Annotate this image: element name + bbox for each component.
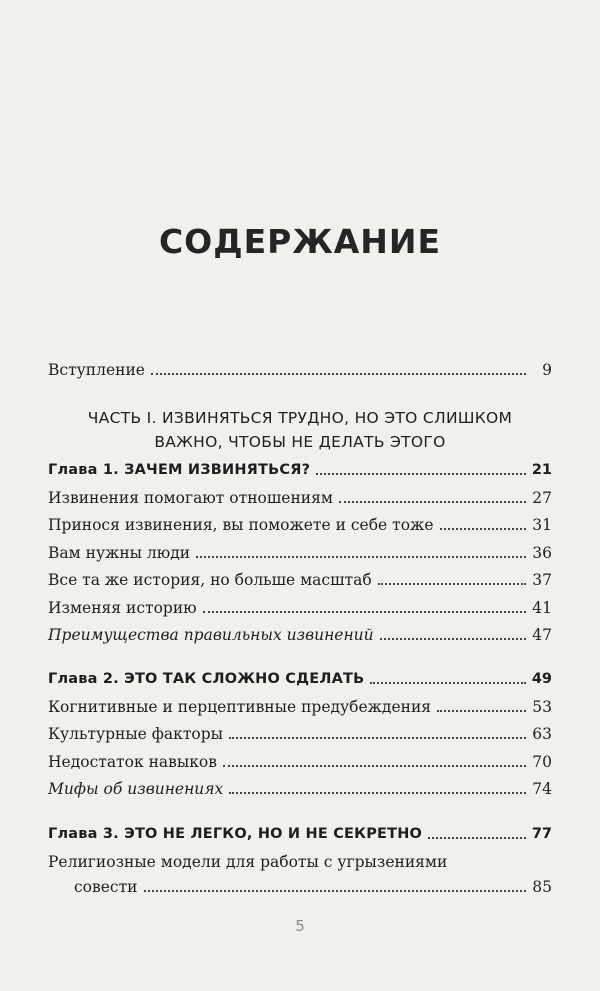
- dot-leader: [370, 682, 525, 684]
- toc-entry[interactable]: [48, 748, 552, 772]
- dot-leader: [380, 638, 526, 640]
- toc-entry-line-2[interactable]: [74, 873, 552, 897]
- toc-entry-label: Когнитивные и перцептивные предубеждения: [48, 698, 432, 716]
- page-number: 5: [295, 917, 305, 935]
- dot-leader: [339, 501, 526, 503]
- toc-entry-label: Культурные факторы: [48, 725, 224, 743]
- part-heading-line-1: ЧАСТЬ I. ИЗВИНЯТЬСЯ ТРУДНО, НО ЭТО СЛИШКОМ: [87, 409, 513, 427]
- toc-entry[interactable]: [48, 720, 552, 744]
- dot-leader: [223, 765, 526, 767]
- toc-chapter-page: 77: [531, 826, 552, 842]
- part-heading-line-2: ВАЖНО, ЧТОБЫ НЕ ДЕЛАТЬ ЭТОГО: [154, 433, 446, 451]
- toc-chapter-3[interactable]: [48, 820, 552, 844]
- dot-leader: [144, 890, 527, 892]
- toc-entry-label: Изменяя историю: [48, 599, 197, 617]
- toc-entry[interactable]: [48, 693, 552, 717]
- toc-entry-label: Вступление: [48, 361, 145, 379]
- toc-entry-page: 47: [532, 626, 552, 644]
- dot-leader: [428, 837, 526, 839]
- toc-entry-label: Все та же история, но больше масштаб: [48, 571, 372, 589]
- toc-entry[interactable]: [48, 621, 552, 645]
- toc-entry-page: 31: [532, 516, 552, 534]
- toc-chapter-2[interactable]: [48, 665, 552, 689]
- dot-leader: [316, 473, 526, 475]
- toc-entry[interactable]: [48, 539, 552, 563]
- toc-chapter-page: 49: [531, 671, 552, 687]
- toc-entry-label: совести: [74, 878, 138, 896]
- toc-entry-label: Принося извинения, вы поможете и себе тоже: [48, 516, 434, 534]
- dot-leader: [229, 737, 526, 739]
- toc-entry-page: 63: [532, 725, 552, 743]
- toc-entry-line-1[interactable]: [48, 848, 552, 872]
- toc-entry-page: 36: [532, 544, 552, 562]
- toc-entry-page: 70: [532, 753, 552, 771]
- toc-entry-page: 41: [532, 599, 552, 617]
- toc-chapter-page: 21: [531, 462, 552, 478]
- toc-entry-intro[interactable]: [48, 356, 552, 380]
- dot-leader: [440, 528, 527, 530]
- page-title: СОДЕРЖАНИЕ: [158, 222, 442, 261]
- toc-entry-label: Недостаток навыков: [48, 753, 217, 771]
- toc-entry-label: Мифы об извинениях: [48, 780, 224, 798]
- toc-chapter-label: Глава 1. ЗАЧЕМ ИЗВИНЯТЬСЯ?: [48, 462, 311, 478]
- toc-entry-label: Вам нужны люди: [48, 544, 191, 562]
- toc-entry-page: 53: [532, 698, 552, 716]
- toc-entry-page: 9: [542, 361, 552, 379]
- toc-entry[interactable]: [48, 511, 552, 535]
- toc-entry-page: 85: [532, 878, 552, 896]
- toc-entry-page: 37: [532, 571, 552, 589]
- toc-entry[interactable]: [48, 594, 552, 618]
- toc-entry-label: Религиозные модели для работы с угрызениями: [48, 853, 448, 871]
- toc-entry-page: 27: [532, 489, 552, 507]
- toc-entry-label: Извинения помогают отношениям: [48, 489, 333, 507]
- toc-entry-page: 74: [532, 780, 552, 798]
- toc-chapter-label: Глава 2. ЭТО ТАК СЛОЖНО СДЕЛАТЬ: [48, 671, 365, 687]
- toc-entry[interactable]: [48, 484, 552, 508]
- dot-leader: [196, 556, 526, 558]
- toc-entry-label: Преимущества правильных извинений: [48, 626, 374, 644]
- dot-leader: [203, 611, 526, 613]
- dot-leader: [229, 792, 526, 794]
- toc-chapter-1[interactable]: [48, 456, 552, 480]
- toc-entry[interactable]: [48, 775, 552, 799]
- toc-chapter-label: Глава 3. ЭТО НЕ ЛЕГКО, НО И НЕ СЕКРЕТНО: [48, 826, 423, 842]
- dot-leader: [437, 710, 526, 712]
- dot-leader: [151, 373, 526, 375]
- dot-leader: [378, 583, 526, 585]
- toc-entry[interactable]: [48, 566, 552, 590]
